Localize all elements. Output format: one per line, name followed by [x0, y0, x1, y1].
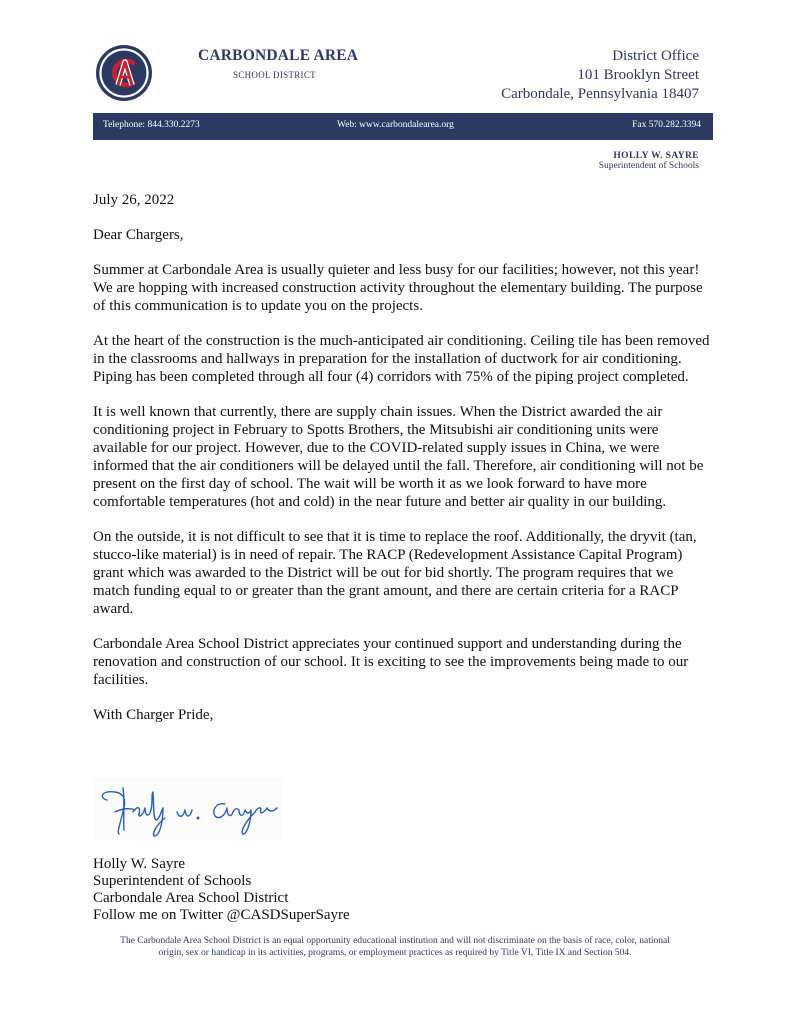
signer-title: Superintendent of Schools [93, 873, 252, 889]
paragraph: At the heart of the construction is the much-anticipated air conditioning. Ceiling tile has been removed in the classrooms and hallways in preparation for the installation of ductwork for air conditioning. Piping has been completed through all four (4) corridors with 75% of the piping project completed. [93, 333, 710, 385]
paragraph: It is well known that currently, there are supply chain issues. When the District awarded the air conditioning project in February to Spotts Brothers, the Mitsubishi air conditioning units were available for our project. However, due to the COVID-related supply issues in China, we were informed that the air conditioners will be delayed until the fall. Therefore, air conditioning will not be present on the first day of school. The wait will be worth it as we look forward to have more comfortable temperatures (hot and cold) in the near future and better air quality in our building. [93, 404, 704, 510]
superintendent-title: Superintendent of Schools [598, 161, 699, 171]
website-text: Web: www.carbondalearea.org [337, 120, 454, 130]
letter-closing: With Charger Pride, [93, 707, 214, 723]
superintendent-name: HOLLY W. SAYRE [613, 151, 699, 161]
telephone-text: Telephone: 844.330.2273 [103, 120, 200, 130]
office-line-2: 101 Brooklyn Street [577, 67, 699, 83]
superintendent-header [599, 151, 699, 171]
office-line-1: District Office [612, 48, 699, 64]
district-office-address [501, 47, 699, 104]
paragraph: Carbondale Area School District appreciates your continued support and understanding during the renovation and construction of our school. It is exciting to see the improvements being made to our facilities. [93, 636, 689, 688]
org-subtitle: SCHOOL DISTRICT [233, 70, 316, 80]
org-name: CARBONDALE AREA [198, 47, 359, 64]
paragraph: Summer at Carbondale Area is usually quieter and less busy for our facilities; however, not this year! We are hopping with increased construction activity throughout the elementary building. The purpose of this communication is to update you on the projects. [93, 262, 703, 314]
district-logo [95, 44, 153, 102]
paragraph: On the outside, it is not difficult to see that it is time to replace the roof. Additionally, the dryvit (tan, stucco-like material) is in need of repair. The RACP (Redevelopment Assistance Capital Program) grant which was awarded to the District will be out for bid shortly. The program requires that we match funding equal to or greater than the grant amount, and there are certain criteria for a RACP award. [93, 529, 697, 617]
fax-text: Fax 570.282.3394 [632, 120, 701, 130]
letter-greeting: Dear Chargers, [93, 227, 184, 243]
footer-line-1: The Carbondale Area School District is an equal opportunity educational institution and will not discriminate on the basis of race, color, national [120, 936, 670, 946]
handwritten-signature [93, 778, 283, 840]
letter-date: July 26, 2022 [93, 192, 175, 208]
signer-twitter: Follow me on Twitter @CASDSuperSayre [93, 907, 350, 923]
equal-opportunity-footer [80, 935, 710, 959]
contact-bar [93, 113, 713, 140]
signer-organization: Carbondale Area School District [93, 890, 289, 906]
footer-line-2: origin, sex or handicap in its activities, programs, or employment practices as required by Title VI, Title IX and Section 504. [158, 948, 632, 958]
office-line-3: Carbondale, Pennsylvania 18407 [501, 86, 699, 102]
signer-name: Holly W. Sayre [93, 856, 186, 872]
letter-body [93, 191, 713, 741]
signature-block [93, 856, 350, 924]
